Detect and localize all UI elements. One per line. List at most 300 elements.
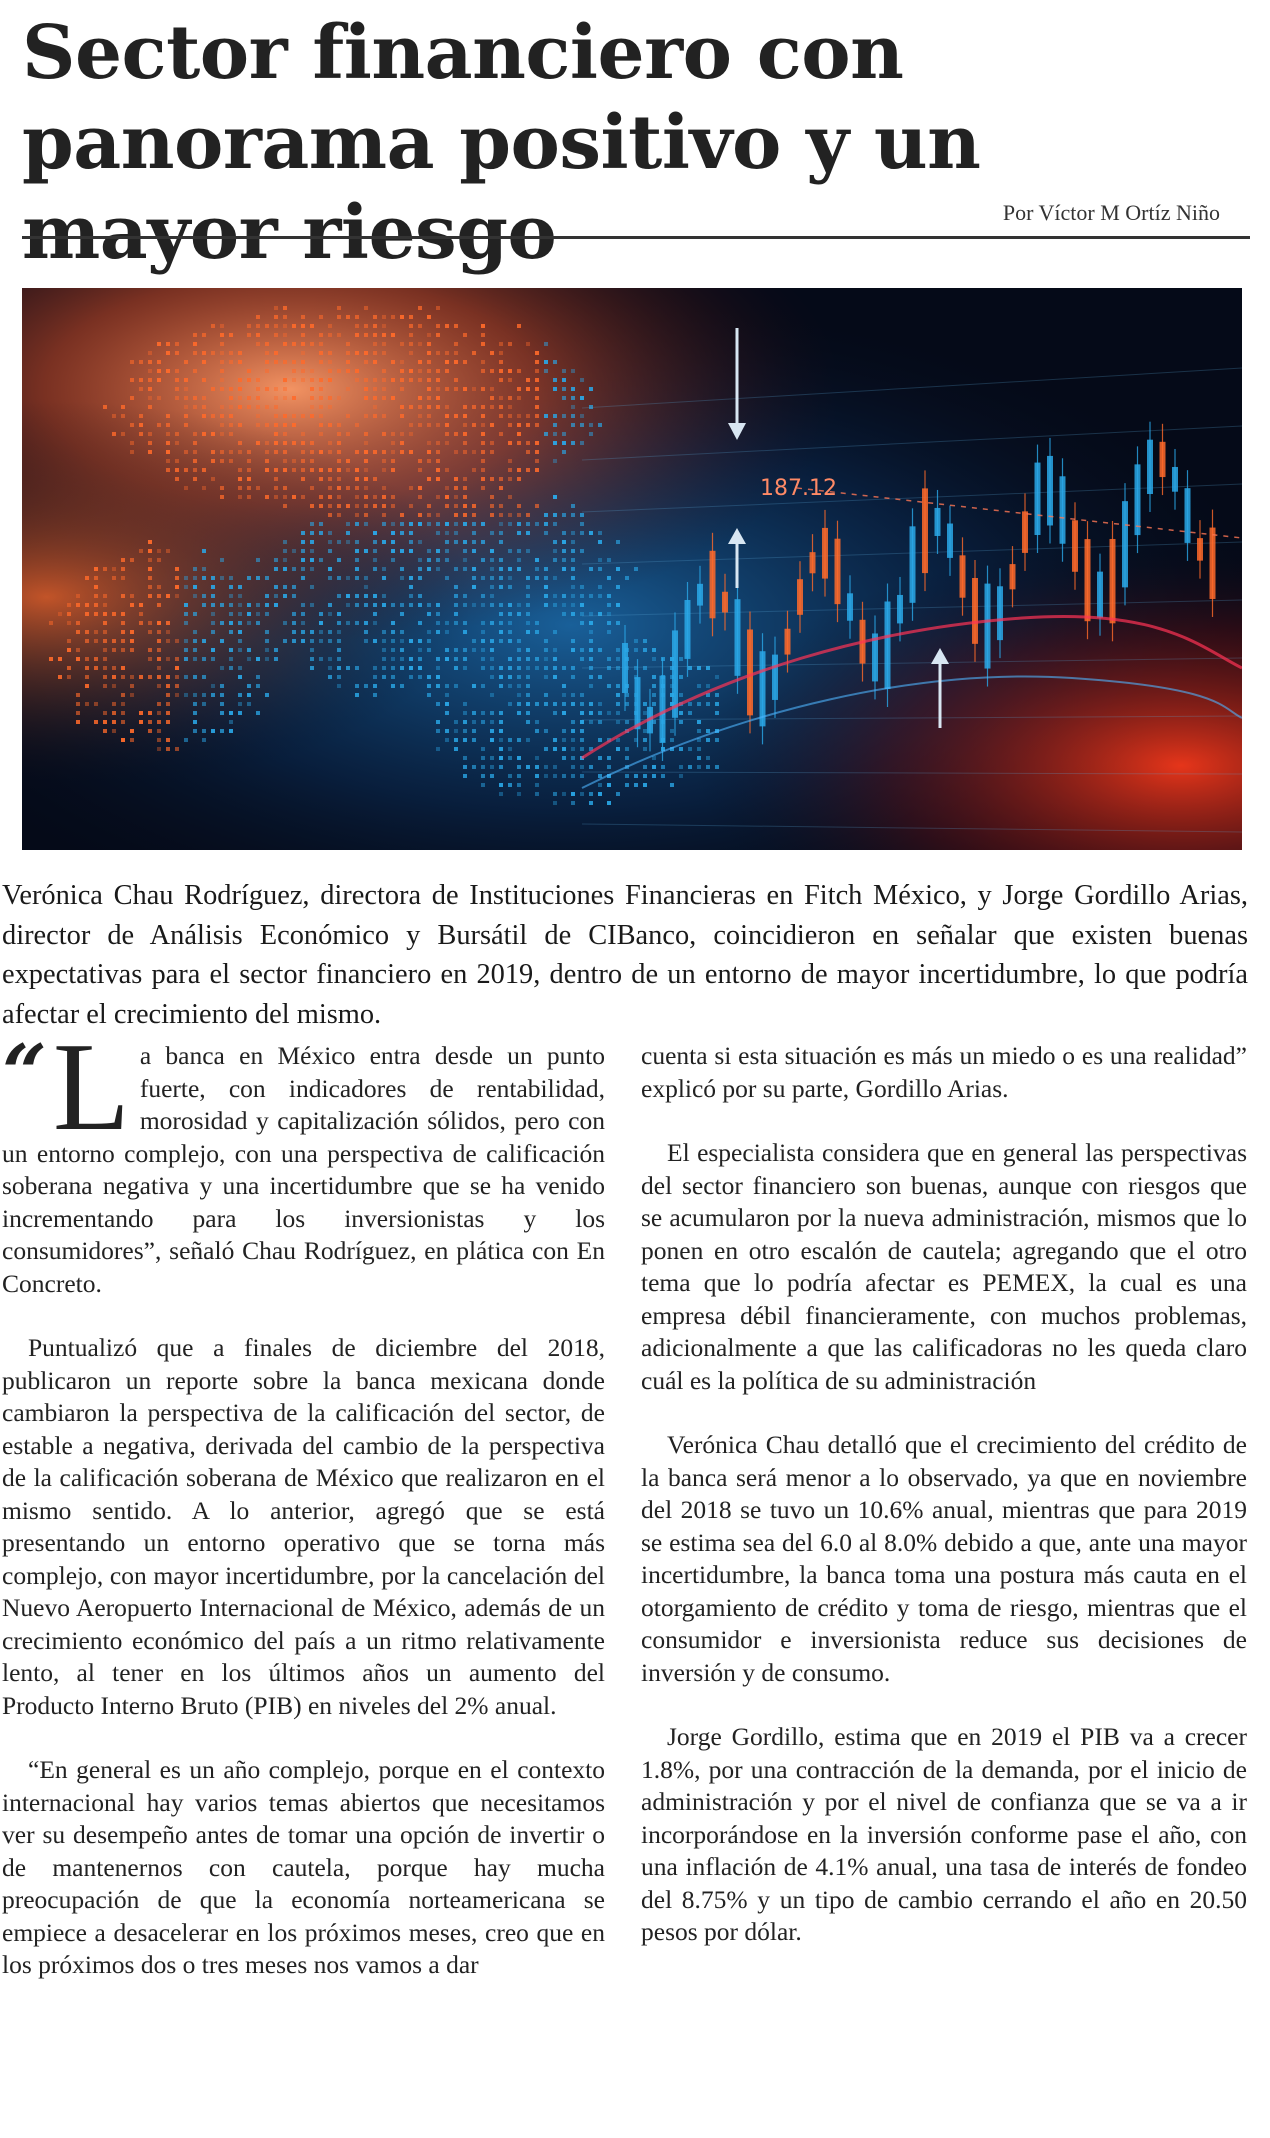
map-dot xyxy=(157,720,161,724)
candle-body xyxy=(1147,440,1153,494)
map-dot xyxy=(697,729,701,733)
map-dot xyxy=(157,423,161,427)
map-dot xyxy=(535,468,539,472)
map-dot xyxy=(526,414,530,418)
map-dot xyxy=(265,423,269,427)
map-dot xyxy=(202,702,206,706)
map-dot xyxy=(121,720,125,724)
map-dot xyxy=(517,522,521,526)
map-dot xyxy=(490,450,494,454)
map-dot xyxy=(580,414,584,418)
map-dot xyxy=(463,666,467,670)
map-dot xyxy=(526,342,530,346)
map-dot xyxy=(355,576,359,580)
map-dot xyxy=(166,549,170,553)
map-dot xyxy=(553,648,557,652)
map-dot xyxy=(472,423,476,427)
map-dot xyxy=(148,540,152,544)
map-dot xyxy=(508,468,512,472)
map-dot xyxy=(355,540,359,544)
map-dot xyxy=(400,405,404,409)
map-dot xyxy=(553,594,557,598)
map-dot xyxy=(364,684,368,688)
map-dot xyxy=(418,513,422,517)
map-dot xyxy=(544,693,548,697)
map-dot xyxy=(220,432,224,436)
map-dot xyxy=(310,414,314,418)
map-dot xyxy=(445,657,449,661)
map-dot xyxy=(481,774,485,778)
map-dot xyxy=(112,432,116,436)
map-dot xyxy=(535,522,539,526)
map-dot xyxy=(535,720,539,724)
candle-body xyxy=(1097,572,1103,618)
map-dot xyxy=(517,756,521,760)
map-dot xyxy=(436,657,440,661)
map-dot xyxy=(184,468,188,472)
map-dot xyxy=(571,594,575,598)
map-dot xyxy=(283,396,287,400)
map-dot xyxy=(382,675,386,679)
map-dot xyxy=(157,360,161,364)
map-dot xyxy=(517,684,521,688)
map-dot xyxy=(319,432,323,436)
map-dot xyxy=(517,612,521,616)
map-dot xyxy=(310,639,314,643)
map-dot xyxy=(454,351,458,355)
map-dot xyxy=(553,378,557,382)
map-dot xyxy=(517,675,521,679)
candle-body xyxy=(885,601,891,689)
map-dot xyxy=(418,369,422,373)
map-dot xyxy=(301,567,305,571)
map-dot xyxy=(229,387,233,391)
map-dot xyxy=(427,423,431,427)
map-dot xyxy=(202,576,206,580)
map-dot xyxy=(715,738,719,742)
map-dot xyxy=(571,441,575,445)
map-dot xyxy=(481,657,485,661)
map-dot xyxy=(436,630,440,634)
drop-cap: L xyxy=(52,1018,130,1157)
map-dot xyxy=(319,558,323,562)
map-dot xyxy=(562,711,566,715)
map-dot xyxy=(373,477,377,481)
map-dot xyxy=(346,666,350,670)
map-dot xyxy=(571,612,575,616)
map-dot xyxy=(166,630,170,634)
map-dot xyxy=(139,720,143,724)
map-dot xyxy=(481,756,485,760)
map-dot xyxy=(409,549,413,553)
candle-body xyxy=(947,524,953,558)
map-dot xyxy=(346,351,350,355)
map-dot xyxy=(193,468,197,472)
map-dot xyxy=(94,585,98,589)
map-dot xyxy=(346,459,350,463)
map-dot xyxy=(229,405,233,409)
map-dot xyxy=(130,396,134,400)
map-dot xyxy=(526,513,530,517)
map-dot xyxy=(382,522,386,526)
map-dot xyxy=(508,621,512,625)
map-dot xyxy=(76,711,80,715)
map-dot xyxy=(328,477,332,481)
map-dot xyxy=(445,711,449,715)
map-dot xyxy=(184,405,188,409)
map-dot xyxy=(454,648,458,652)
map-dot xyxy=(265,387,269,391)
map-dot xyxy=(274,450,278,454)
map-dot xyxy=(679,657,683,661)
map-dot xyxy=(310,387,314,391)
map-dot xyxy=(427,513,431,517)
map-dot xyxy=(580,648,584,652)
map-dot xyxy=(616,693,620,697)
map-dot xyxy=(490,738,494,742)
map-dot xyxy=(436,549,440,553)
map-dot xyxy=(346,342,350,346)
map-dot xyxy=(670,738,674,742)
map-dot xyxy=(337,630,341,634)
map-dot xyxy=(499,621,503,625)
map-dot xyxy=(526,612,530,616)
map-dot xyxy=(166,657,170,661)
map-dot xyxy=(148,549,152,553)
map-dot xyxy=(400,684,404,688)
map-dot xyxy=(445,522,449,526)
map-dot xyxy=(472,639,476,643)
map-dot xyxy=(373,387,377,391)
map-dot xyxy=(256,333,260,337)
map-dot xyxy=(103,639,107,643)
map-dot xyxy=(562,414,566,418)
map-dot xyxy=(391,558,395,562)
map-dot xyxy=(490,351,494,355)
map-dot xyxy=(184,378,188,382)
map-dot xyxy=(445,423,449,427)
map-dot xyxy=(607,603,611,607)
map-dot xyxy=(661,765,665,769)
map-dot xyxy=(652,693,656,697)
map-dot xyxy=(85,684,89,688)
map-dot xyxy=(373,360,377,364)
map-dot xyxy=(418,405,422,409)
map-dot xyxy=(526,594,530,598)
map-dot xyxy=(481,414,485,418)
map-dot xyxy=(166,351,170,355)
map-dot xyxy=(616,747,620,751)
map-dot xyxy=(418,666,422,670)
map-dot xyxy=(418,540,422,544)
candle-body xyxy=(1122,501,1128,587)
map-dot xyxy=(409,486,413,490)
map-dot xyxy=(310,540,314,544)
map-dot xyxy=(409,351,413,355)
map-dot xyxy=(472,684,476,688)
candle-body xyxy=(1160,442,1166,477)
map-dot xyxy=(211,612,215,616)
map-dot xyxy=(355,333,359,337)
map-dot xyxy=(148,594,152,598)
map-dot xyxy=(472,720,476,724)
map-dot xyxy=(517,369,521,373)
map-dot xyxy=(535,621,539,625)
map-dot xyxy=(328,603,332,607)
map-dot xyxy=(346,504,350,508)
map-dot xyxy=(121,738,125,742)
map-dot xyxy=(184,585,188,589)
map-dot xyxy=(607,783,611,787)
map-dot xyxy=(184,423,188,427)
divider-rule xyxy=(22,236,1250,239)
map-dot xyxy=(454,567,458,571)
candle-body xyxy=(760,651,766,726)
map-dot xyxy=(121,648,125,652)
map-dot xyxy=(463,738,467,742)
map-dot xyxy=(355,477,359,481)
map-dot xyxy=(283,315,287,319)
map-dot xyxy=(310,657,314,661)
map-dot xyxy=(391,657,395,661)
map-dot xyxy=(382,630,386,634)
map-dot xyxy=(562,450,566,454)
map-dot xyxy=(193,648,197,652)
map-dot xyxy=(400,315,404,319)
map-dot xyxy=(346,414,350,418)
map-dot xyxy=(517,603,521,607)
map-dot xyxy=(157,747,161,751)
map-dot xyxy=(310,450,314,454)
map-dot xyxy=(490,639,494,643)
map-dot xyxy=(472,522,476,526)
map-dot xyxy=(175,432,179,436)
map-dot xyxy=(580,720,584,724)
map-dot xyxy=(598,738,602,742)
map-dot xyxy=(508,369,512,373)
map-dot xyxy=(427,360,431,364)
map-dot xyxy=(328,612,332,616)
map-dot xyxy=(220,360,224,364)
map-dot xyxy=(184,639,188,643)
map-dot xyxy=(553,558,557,562)
map-dot xyxy=(94,567,98,571)
map-dot xyxy=(175,378,179,382)
map-dot xyxy=(238,477,242,481)
map-dot xyxy=(715,702,719,706)
map-dot xyxy=(328,378,332,382)
map-dot xyxy=(220,558,224,562)
map-dot xyxy=(535,576,539,580)
map-dot xyxy=(301,450,305,454)
map-dot xyxy=(355,567,359,571)
map-dot xyxy=(517,432,521,436)
map-dot xyxy=(445,630,449,634)
body-paragraph: Puntualizó que a finales de diciembre del 2018, publicaron un reporte sobre la banca mexicana donde cambiaron la perspectiva de la calificación del sector, de estable a negativa, derivada del cambio de la perspectiva de la calificación soberana de México que realizaron en el mismo sentido. A lo anterior, agregó que se está presentando un entorno operativo que se torna más complejo, con mayor incertidumbre, por la cancelación del Nuevo Aeropuerto Internacional de México, además de un crecimiento económico del país a un ritmo relativamente lento, al tener en los últimos años un aumento del Producto Interno Bruto (PIB) en niveles del 2% anual. xyxy=(2,1333,605,1720)
map-dot xyxy=(103,621,107,625)
map-dot xyxy=(589,423,593,427)
map-dot xyxy=(652,774,656,778)
candle-body xyxy=(1172,467,1178,492)
map-dot xyxy=(427,333,431,337)
map-dot xyxy=(562,513,566,517)
map-dot xyxy=(193,477,197,481)
map-dot xyxy=(490,423,494,427)
map-dot xyxy=(436,513,440,517)
map-dot xyxy=(535,396,539,400)
map-dot xyxy=(679,693,683,697)
map-dot xyxy=(121,414,125,418)
map-dot xyxy=(238,693,242,697)
map-dot xyxy=(328,495,332,499)
map-dot xyxy=(418,414,422,418)
map-dot xyxy=(373,693,377,697)
map-dot xyxy=(607,711,611,715)
map-dot xyxy=(535,783,539,787)
map-dot xyxy=(562,387,566,391)
map-dot xyxy=(256,711,260,715)
map-dot xyxy=(121,621,125,625)
map-dot xyxy=(67,612,71,616)
map-dot xyxy=(229,621,233,625)
map-dot xyxy=(382,396,386,400)
map-dot xyxy=(292,324,296,328)
map-dot xyxy=(337,594,341,598)
map-dot xyxy=(175,459,179,463)
map-dot xyxy=(256,612,260,616)
map-dot xyxy=(499,603,503,607)
map-dot xyxy=(193,459,197,463)
map-dot xyxy=(157,594,161,598)
map-dot xyxy=(229,603,233,607)
map-dot xyxy=(148,648,152,652)
map-dot xyxy=(202,549,206,553)
map-dot xyxy=(283,360,287,364)
map-dot xyxy=(364,432,368,436)
map-dot xyxy=(310,585,314,589)
body-text: a banca en México entra desde un punto fuerte, con indicadores de rentabilidad, morosidad y capitalización sólidos, pero con un entorno complejo, con una perspectiva de calificación soberana negativa y una incertidumbre que se ha venido incrementando para los inversionistas y los consumidores”, señaló Chau Rodríguez, en plática con En Concreto. xyxy=(2,1041,605,1298)
map-dot xyxy=(373,603,377,607)
map-dot xyxy=(562,567,566,571)
map-dot xyxy=(580,747,584,751)
map-dot xyxy=(301,351,305,355)
map-dot xyxy=(157,702,161,706)
map-dot xyxy=(418,495,422,499)
map-dot xyxy=(535,414,539,418)
body-paragraph: Jorge Gordillo, estima que en 2019 el PIB va a crecer 1.8%, por una contracción de la demanda, por el inicio de administración y por el nivel de confianza que se va a ir incorporándose en la inversión conforme pase el año, con una inflación de 4.1% anual, una tasa de interés de fondeo del 8.75% y un tipo de cambio cerrando el año en 20.50 pesos por dólar. xyxy=(641,1722,1247,1946)
map-dot xyxy=(328,486,332,490)
map-dot xyxy=(103,594,107,598)
map-dot xyxy=(85,666,89,670)
map-dot xyxy=(481,540,485,544)
map-dot xyxy=(112,711,116,715)
map-dot xyxy=(571,648,575,652)
map-dot xyxy=(499,567,503,571)
map-dot xyxy=(616,657,620,661)
map-dot xyxy=(247,684,251,688)
map-dot xyxy=(706,684,710,688)
map-dot xyxy=(607,657,611,661)
map-dot xyxy=(400,378,404,382)
map-dot xyxy=(445,432,449,436)
map-dot xyxy=(382,648,386,652)
map-dot xyxy=(283,585,287,589)
map-dot xyxy=(319,612,323,616)
map-dot xyxy=(193,576,197,580)
map-dot xyxy=(184,576,188,580)
map-dot xyxy=(526,675,530,679)
map-dot xyxy=(508,441,512,445)
map-dot xyxy=(436,369,440,373)
map-dot xyxy=(319,342,323,346)
map-dot xyxy=(139,711,143,715)
map-dot xyxy=(211,594,215,598)
map-dot xyxy=(292,441,296,445)
map-dot xyxy=(274,414,278,418)
map-dot xyxy=(355,324,359,328)
map-dot xyxy=(94,657,98,661)
map-dot xyxy=(274,405,278,409)
map-dot xyxy=(400,441,404,445)
map-dot xyxy=(175,576,179,580)
map-dot xyxy=(391,531,395,535)
map-dot xyxy=(436,612,440,616)
map-dot xyxy=(436,450,440,454)
map-dot xyxy=(355,504,359,508)
map-dot xyxy=(526,666,530,670)
map-dot xyxy=(247,495,251,499)
map-dot xyxy=(202,360,206,364)
map-dot xyxy=(427,378,431,382)
map-dot xyxy=(373,639,377,643)
map-dot xyxy=(346,315,350,319)
map-dot xyxy=(301,639,305,643)
map-dot xyxy=(427,351,431,355)
map-dot xyxy=(508,612,512,616)
map-dot xyxy=(634,774,638,778)
map-dot xyxy=(283,567,287,571)
map-dot xyxy=(103,648,107,652)
map-dot xyxy=(517,558,521,562)
map-dot xyxy=(256,684,260,688)
map-dot xyxy=(427,603,431,607)
candle-body xyxy=(660,676,666,743)
map-dot xyxy=(364,306,368,310)
map-dot xyxy=(616,567,620,571)
map-dot xyxy=(517,324,521,328)
map-dot xyxy=(319,639,323,643)
map-dot xyxy=(112,720,116,724)
map-dot xyxy=(130,360,134,364)
map-dot xyxy=(229,666,233,670)
map-dot xyxy=(337,558,341,562)
map-dot xyxy=(535,792,539,796)
map-dot xyxy=(130,675,134,679)
map-dot xyxy=(112,702,116,706)
map-dot xyxy=(157,585,161,589)
map-dot xyxy=(400,513,404,517)
map-dot xyxy=(103,612,107,616)
map-dot xyxy=(571,666,575,670)
map-dot xyxy=(49,657,53,661)
map-dot xyxy=(499,369,503,373)
map-dot xyxy=(346,603,350,607)
map-dot xyxy=(265,648,269,652)
map-dot xyxy=(472,504,476,508)
map-dot xyxy=(679,711,683,715)
map-dot xyxy=(481,666,485,670)
map-dot xyxy=(418,576,422,580)
